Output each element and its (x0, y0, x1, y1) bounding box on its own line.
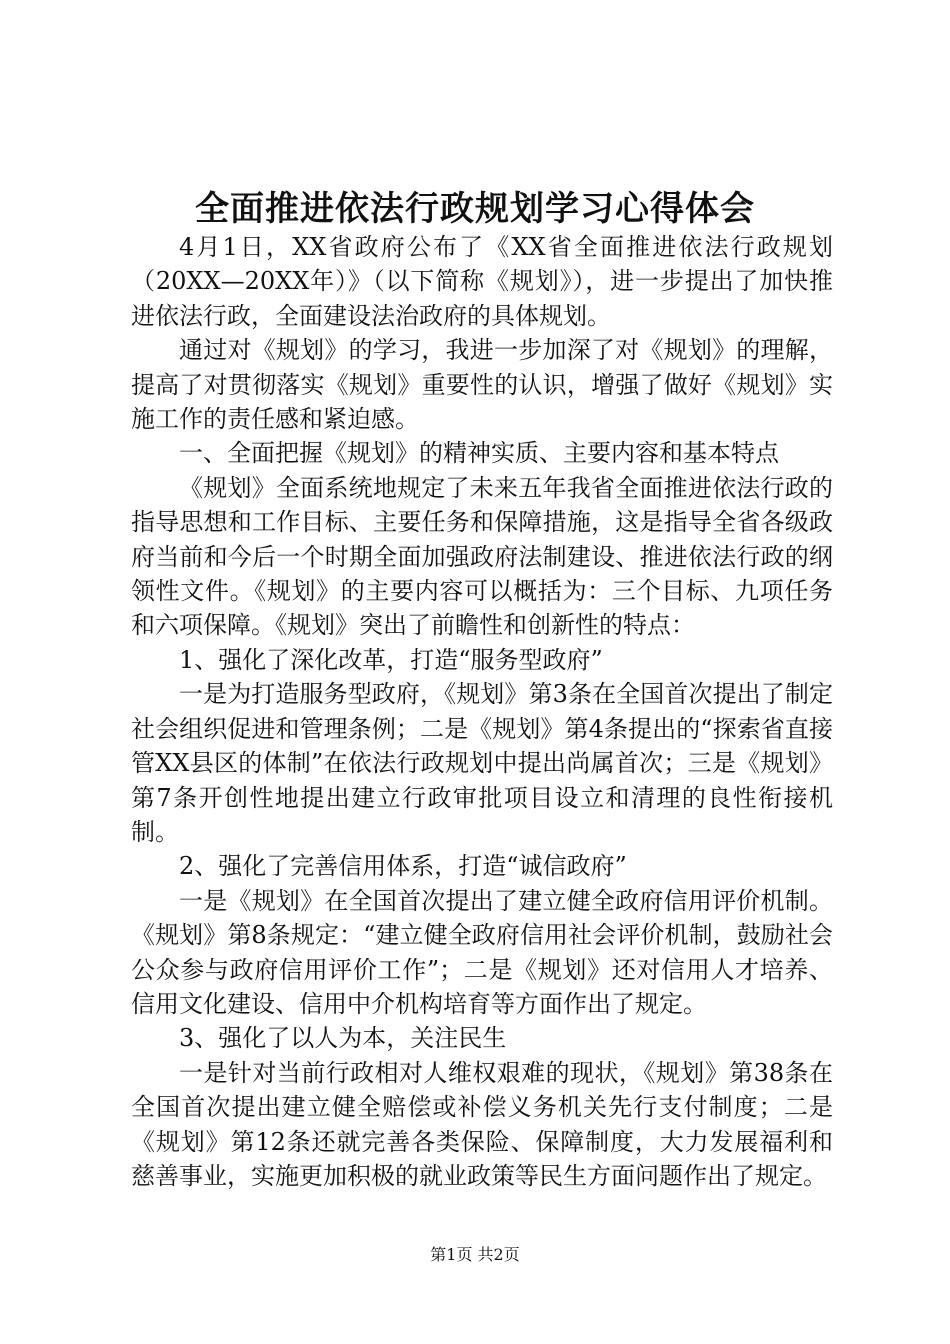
subheading-1: 1、强化了深化改革，打造“服务型政府” (179, 645, 603, 674)
section-heading-1: 一、全面把握《规划》的精神实质、主要内容和基本特点 (179, 439, 779, 468)
subheading-2: 2、强化了完善信用体系，打造“诚信政府” (179, 852, 627, 881)
document-title: 全面推进依法行政规划学习心得体会 (195, 189, 755, 229)
page-number: 第1页 共2页 (430, 1245, 520, 1264)
document-body (131, 230, 833, 1193)
paragraph-intro: 4月1日，XX省政府公布了《XX省全面推进依法行政规划（20XX—20XX年）》（以下简称《规划》），进一步提出了加快推进依法行政，全面建设法治政府的具体规划。 (131, 233, 833, 330)
paragraph-livelihood: 一是针对当前行政相对人维权艰难的现状，《规划》第38条在全国首次提出建立健全赔偿或补偿义务机关先行支付制度；二是《规划》第12条还就完善各类保险、保障制度，大力发展福利和慈善事业，实施更加积极的就业政策等民生方面问题作出了规定。 (131, 1058, 833, 1190)
subheading-3: 3、强化了以人为本，关注民生 (179, 1024, 507, 1053)
paragraph-study: 通过对《规划》的学习，我进一步加深了对《规划》的理解，提高了对贯彻落实《规划》重要性的认识，增强了做好《规划》实施工作的责任感和紧迫感。 (131, 336, 833, 434)
paragraph-credit-government: 一是《规划》在全国首次提出了建立健全政府信用评价机制。《规划》第8条规定：“建立健全政府信用社会评价机制，鼓励社会公众参与政府信用评价工作”；二是《规划》还对信用人才培养、信用文化建设、信用中介机构培育等方面作出了规定。 (131, 886, 833, 1018)
paragraph-service-government: 一是为打造服务型政府，《规划》第3条在全国首次提出了制定社会组织促进和管理条例；二是《规划》第4条提出的“探索省直接管XX县区的体制”在依法行政规划中提出尚属首次；三是《规划》第7条开创性地提出建立行政审批项目设立和清理的良性衔接机制。 (131, 680, 833, 846)
paragraph-overview: 《规划》全面系统地规定了未来五年我省全面推进依法行政的指导思想和工作目标、主要任务和保障措施，这是指导全省各级政府当前和今后一个时期全面加强政府法制建设、推进依法行政的纲领性文件。《规划》的主要内容可以概括为：三个目标、九项任务和六项保障。《规划》突出了前瞻性和创新性的特点： (131, 473, 833, 640)
